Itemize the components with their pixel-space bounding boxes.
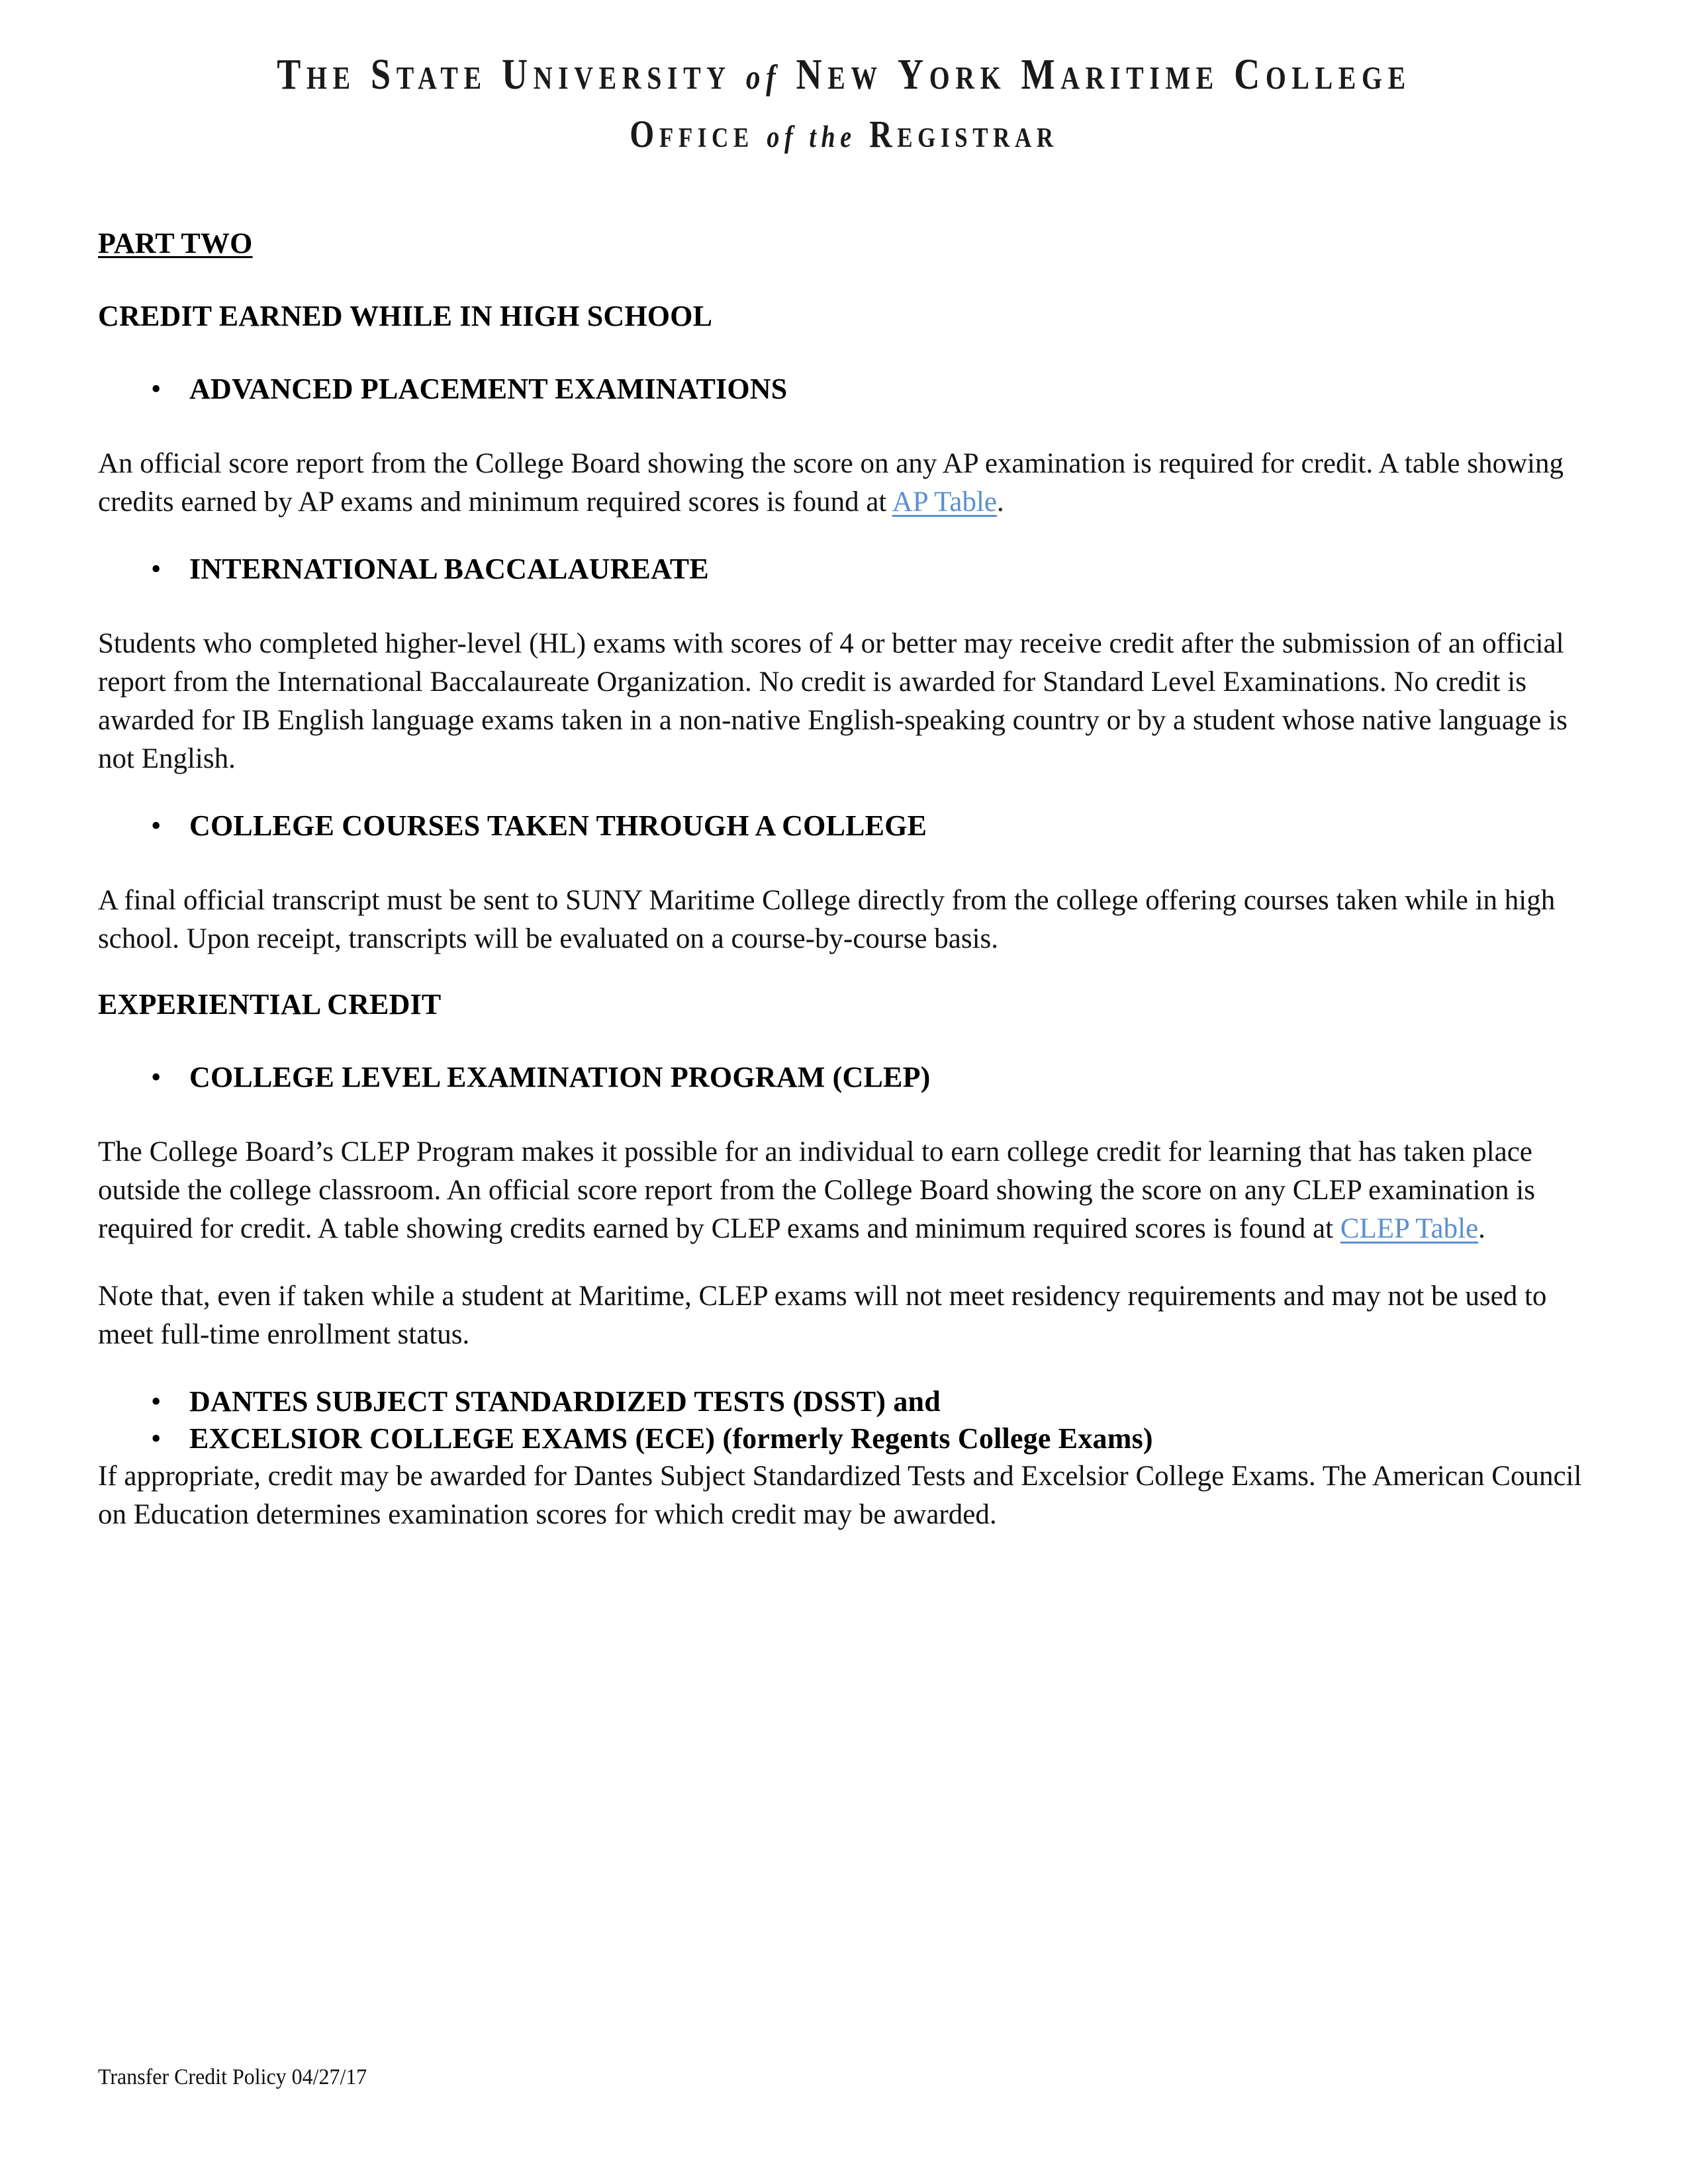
subtitle-word-registrar-rest: EGISTRAR xyxy=(897,122,1058,154)
subtitle-word-of-the: of the xyxy=(767,120,857,154)
bullet-dot-icon: • xyxy=(151,809,162,842)
spacer xyxy=(98,1022,1595,1059)
document-body xyxy=(0,226,1688,1534)
title-word-of: of xyxy=(745,58,782,97)
spacer xyxy=(98,334,1595,371)
bullet-item-college-courses xyxy=(98,807,1595,844)
spacer xyxy=(98,1096,1595,1133)
spacer xyxy=(98,1354,1595,1383)
title-word-the-rest: HE xyxy=(306,61,356,96)
spacer xyxy=(98,261,1595,299)
spacer xyxy=(98,522,1595,551)
bullet-dot-icon: • xyxy=(151,1385,162,1418)
paragraph-clep-text-before-link: The College Board’s CLEP Program makes it possible for an individual to earn college credit for learning that has taken place outside the college classroom. An official score report from the College Board showing the score on any CLEP examination is required for credit. A table showing credits earned by CLEP exams and minimum required scores is found at xyxy=(98,1136,1535,1244)
bullet-item-excelsior xyxy=(98,1420,1595,1457)
bullet-dot-icon: • xyxy=(151,553,162,585)
spacer xyxy=(98,588,1595,625)
spacer xyxy=(98,844,1595,882)
spacer xyxy=(98,958,1595,987)
section-heading-experiential-credit: EXPERIENTIAL CREDIT xyxy=(98,988,442,1021)
bullet-label-clep: COLLEGE LEVEL EXAMINATION PROGRAM (CLEP) xyxy=(189,1061,931,1093)
subtitle-word-registrar-lead: R xyxy=(869,113,898,156)
paragraph-ap-text-after-link: . xyxy=(996,486,1004,518)
title-word-maritime-rest: ARITIME xyxy=(1060,61,1219,96)
title-word-new-lead: N xyxy=(796,50,828,99)
bullet-label-advanced-placement: ADVANCED PLACEMENT EXAMINATIONS xyxy=(189,373,788,405)
title-word-state-lead: S xyxy=(370,50,397,99)
office-subtitle xyxy=(152,110,1536,163)
paragraph-college-courses: A final official transcript must be sent to SUNY Maritime College directly from the college offering courses taken while in high school. Upon receipt, transcripts will be evaluated on a course-by-course basis. xyxy=(98,885,1556,954)
title-word-university-lead: U xyxy=(501,50,534,99)
institution-title xyxy=(152,49,1536,105)
title-word-the-lead: T xyxy=(277,50,306,99)
document-footer: Transfer Credit Policy 04/27/17 xyxy=(98,2065,367,2089)
title-word-york-rest: ORK xyxy=(929,61,1007,96)
spacer xyxy=(98,1248,1595,1277)
title-word-university-rest: NIVERSITY xyxy=(533,61,731,96)
part-two-heading: PART TWO xyxy=(98,227,253,259)
bullet-item-international-baccalaureate xyxy=(98,551,1595,588)
bullet-item-advanced-placement xyxy=(98,371,1595,408)
title-word-college-rest: OLLEGE xyxy=(1265,61,1411,96)
subtitle-word-office-lead: O xyxy=(630,113,659,156)
title-word-maritime-lead: M xyxy=(1021,50,1061,99)
paragraph-dsst-ece: If appropriate, credit may be awarded for Dantes Subject Standardized Tests and Excelsior College Exams. The American Council on Education determines examination scores for which credit may be awarded. xyxy=(98,1461,1582,1530)
part-two-heading-row xyxy=(98,226,1595,261)
paragraph-advanced-placement xyxy=(98,445,1595,522)
title-word-college-lead: C xyxy=(1234,50,1266,99)
bullet-dot-icon: • xyxy=(151,1061,162,1093)
bullet-label-college-courses: COLLEGE COURSES TAKEN THROUGH A COLLEGE xyxy=(189,809,927,842)
paragraph-clep-residency-note: Note that, even if taken while a student at Maritime, CLEP exams will not meet residency requirements and may not be used to meet full-time enrollment status. xyxy=(98,1281,1547,1350)
bullet-dot-icon: • xyxy=(151,373,162,405)
section-heading-credit-earned-high-school: CREDIT EARNED WHILE IN HIGH SCHOOL xyxy=(98,300,713,332)
bullet-dot-icon: • xyxy=(151,1422,162,1455)
paragraph-ap-text-before-link: An official score report from the College Board showing the score on any AP examination is required for credit. A table showing credits earned by AP exams and minimum required scores is found at xyxy=(98,448,1564,518)
paragraph-international-baccalaureate: Students who completed higher-level (HL) exams with scores of 4 or better may receive credit after the submission of an official report from the International Baccalaureate Organization. No credit is awarded for Standard Level Examinations. No credit is awarded for IB English language exams taken in a non-native English-speaking country or by a student whose native language is not English. xyxy=(98,628,1568,774)
ap-table-link[interactable]: AP Table xyxy=(892,486,997,518)
bullet-item-clep xyxy=(98,1059,1595,1096)
bullet-label-excelsior: EXCELSIOR COLLEGE EXAMS (ECE) (formerly Regents College Exams) xyxy=(189,1422,1153,1455)
subtitle-word-office-rest: FFICE xyxy=(659,122,754,154)
paragraph-clep-text-after-link: . xyxy=(1478,1213,1485,1244)
title-word-new-rest: EW xyxy=(827,61,883,96)
paragraph-clep xyxy=(98,1133,1595,1248)
letterhead xyxy=(0,0,1688,163)
title-word-state-rest: TATE xyxy=(396,61,487,96)
bullet-label-international-baccalaureate: INTERNATIONAL BACCALAUREATE xyxy=(189,553,709,585)
bullet-label-dsst: DANTES SUBJECT STANDARDIZED TESTS (DSST) and xyxy=(189,1385,941,1418)
spacer xyxy=(98,778,1595,807)
spacer xyxy=(98,408,1595,445)
title-word-york-lead: Y xyxy=(898,50,929,99)
bullet-item-dsst xyxy=(98,1383,1595,1420)
clep-table-link[interactable]: CLEP Table xyxy=(1340,1213,1479,1244)
